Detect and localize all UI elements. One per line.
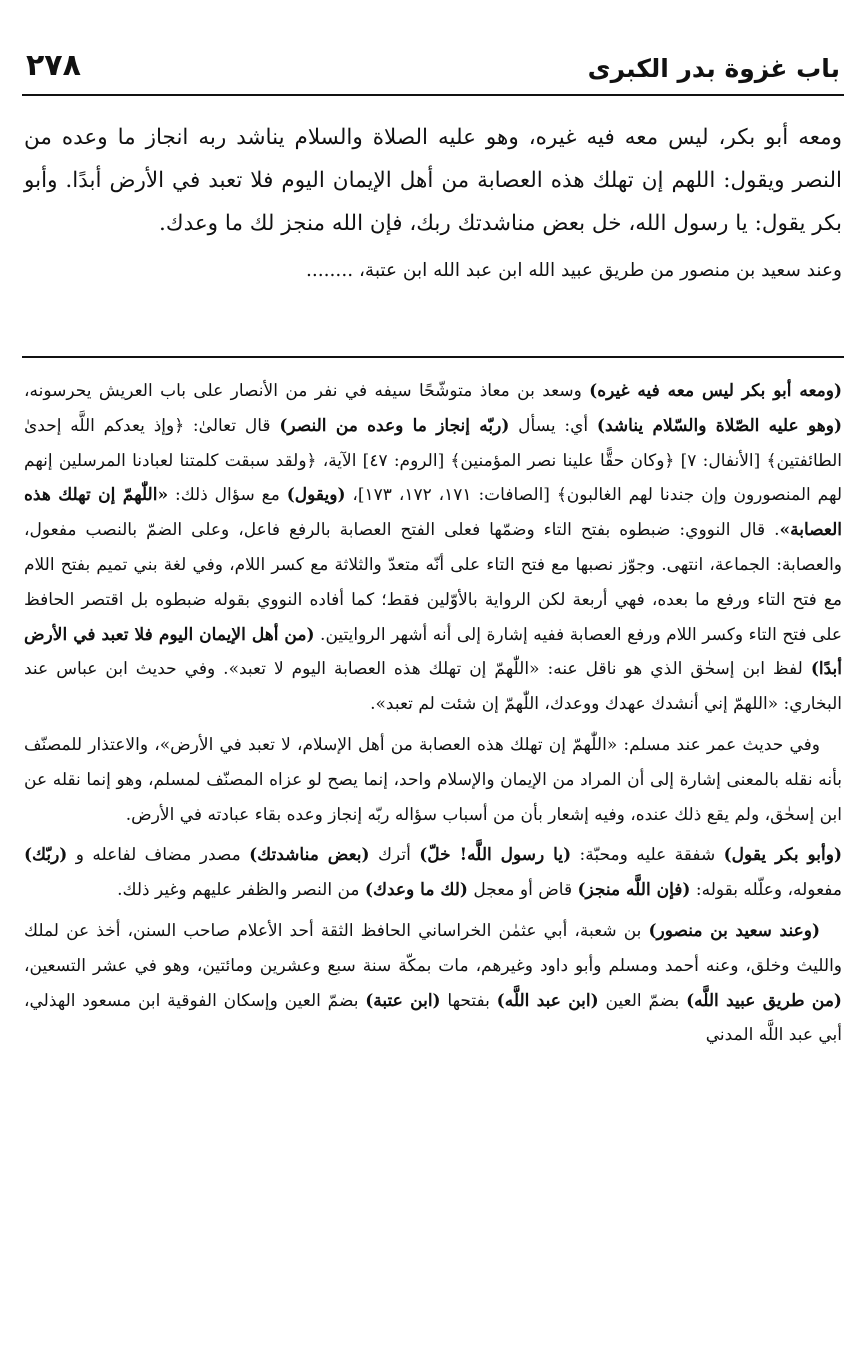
quoted-phrase: (ربّه إنجاز ما وعده من النصر)	[279, 415, 510, 436]
commentary-text: شفقة عليه ومحبّة:	[571, 845, 724, 866]
running-title: باب غزوة بدر الكبرى	[587, 54, 840, 83]
quoted-phrase: «اللّٰهمّ إن تهلك هذه العصابة»	[24, 485, 842, 541]
commentary-text: قال تعالىٰ: ﴿وإذ يعدكم اللَّه إحدىٰ الطائفتين﴾ [الأنفال: ٧] ﴿وكان حقًّا علينا نصر المؤمنين﴾ [الروم: ٤٧] الآية، ﴿ولقد سبقت كلمتنا لعبادنا المرسلين إنهم لهم المنصورون وإن جندنا لهم الغالبون﴾ [الصافات: ١٧١، ١٧٢، ١٧٣]،	[24, 415, 843, 506]
matn-text-block	[22, 96, 844, 358]
commentary-text: أي: يسأل	[509, 415, 597, 436]
commentary-paragraph	[24, 914, 842, 1053]
quoted-phrase: (ومعه أبو بكر ليس معه فيه غيره)	[589, 381, 843, 401]
commentary-block	[22, 358, 844, 1053]
commentary-text: وسعد بن معاذ متوشّحًا سيفه في نفر من الأنصار على باب العريش يحرسونه،	[24, 381, 590, 401]
commentary-text: بفتحها	[440, 990, 497, 1011]
commentary-text: من النصر والظفر عليهم وغير ذلك.	[117, 880, 365, 901]
matn-paragraph: وعند سعيد بن منصور من طريق عبيد الله ابن عبد الله ابن عتبة، ........	[306, 260, 842, 281]
commentary-paragraph	[24, 728, 842, 832]
quoted-phrase: (وعند سعيد بن منصور)	[648, 920, 820, 941]
commentary-text: مفعوله، وعلّله بقوله:	[690, 880, 842, 901]
commentary-text: لفظ ابن إسحٰق الذي هو ناقل عنه: «اللّٰهمّ إن تهلك هذه العصابة اليوم لا تعبد». وفي حديث ابن عباس عند البخاري: «اللهمّ إني أنشدك عهدك ووعدك، اللّٰهمّ إن شئت لم تعبد».	[24, 659, 842, 715]
commentary-text: وفي حديث عمر عند مسلم: «اللّٰهمّ إن تهلك هذه العصابة من أهل الإسلام، لا تعبد في الأرض»، والاعتذار للمصنّف بأنه نقله بالمعنى إشارة إلى أن المراد من الإيمان والإسلام واحد، إنما يصح لو عزاه المصنّف لمسلم، وهو إنما نقله عن ابن إسحٰق، ولم يقع ذلك عنده، وفيه إشعار بأن من أسباب سؤاله ربّه إنجاز وعده بقاء عبادته في الأرض.	[24, 734, 842, 825]
page-number: ٢٧٨	[26, 48, 81, 83]
page-header	[22, 38, 844, 96]
commentary-paragraph	[24, 838, 842, 908]
quoted-phrase: (من أهل الإيمان اليوم فلا تعبد في الأرض أبدًا)	[24, 624, 842, 680]
quoted-phrase: (من طريق عبيد اللَّه)	[686, 990, 842, 1011]
quoted-phrase: (يا رسول اللَّه! خلّ)	[419, 845, 572, 866]
quoted-phrase: (ويقول)	[286, 485, 346, 506]
quoted-phrase: (ربّك)	[24, 845, 68, 866]
commentary-text: مصدر مضاف لفاعله و	[67, 845, 250, 866]
commentary-text: بن شعبة، أبي عثمٰن الخراساني الحافظ الثقة أحد الأعلام صاحب السنن، أخذ عن لملك والليث وخلق، وعنه أحمد ومسلم وأبو داود وغيرهم، مات بمكّة سنة سبع وعشرين ومائتين، وهو في عشر التسعين،	[24, 920, 842, 976]
quoted-phrase: (فإن اللَّه منجز)	[577, 880, 691, 901]
commentary-paragraph	[24, 374, 842, 722]
matn-paragraph: ومعه أبو بكر، ليس معه فيه غيره، وهو عليه الصلاة والسلام يناشد ربه انجاز ما وعده من النصر ويقول: اللهم إن تهلك هذه العصابة من أهل الإيمان اليوم فلا تعبد في الأرض أبدًا. وأبو بكر يقول: يا رسول الله، خل بعض مناشدتك ربك، فإن الله منجز لك ما وعدك.	[24, 125, 842, 236]
commentary-text: بضمّ العين وإسكان الفوقية ابن مسعود الهذلي، أبي عبد اللَّه المدني	[24, 990, 842, 1046]
commentary-text: مع سؤال ذلك:	[168, 485, 287, 506]
quoted-phrase: (ابن عبد اللَّه)	[496, 990, 599, 1011]
quoted-phrase: (بعض مناشدتك)	[249, 845, 370, 866]
quoted-phrase: (وهو عليه الصّلاة والسّلام يناشد)	[596, 415, 842, 436]
quoted-phrase: (ابن عتبة)	[365, 990, 441, 1011]
commentary-text: قاض أو معجل	[467, 880, 578, 901]
book-page	[22, 38, 844, 1348]
quoted-phrase: (وأبو بكر يقول)	[723, 845, 843, 866]
quoted-phrase: (لك ما وعدك)	[364, 880, 468, 901]
commentary-text: أترك	[369, 845, 420, 866]
commentary-text: . قال النووي: ضبطوه بفتح التاء وضمّها فعلى الفتح العصابة بالرفع فاعل، وعلى الضمّ بالنصب مفعول، والعصابة: الجماعة، انتهى. وجوّز نصبها مع فتح التاء على أنّه متعدّ والثلاثة مع كسر اللام، وفي لغة بني تميم بفتح اللام مع فتح التاء ورفع ما بعده، فهي أربعة لكن الرواية بالأوّلين فقط؛ كما أفاده النووي بقوله ضبطوه بل اقتصر الحافظ على فتح التاء وكسر اللام ورفع العصابة ففيه إشارة إلى أنه أشهر الروايتين.	[24, 520, 843, 645]
commentary-text: بضمّ العين	[598, 990, 687, 1011]
